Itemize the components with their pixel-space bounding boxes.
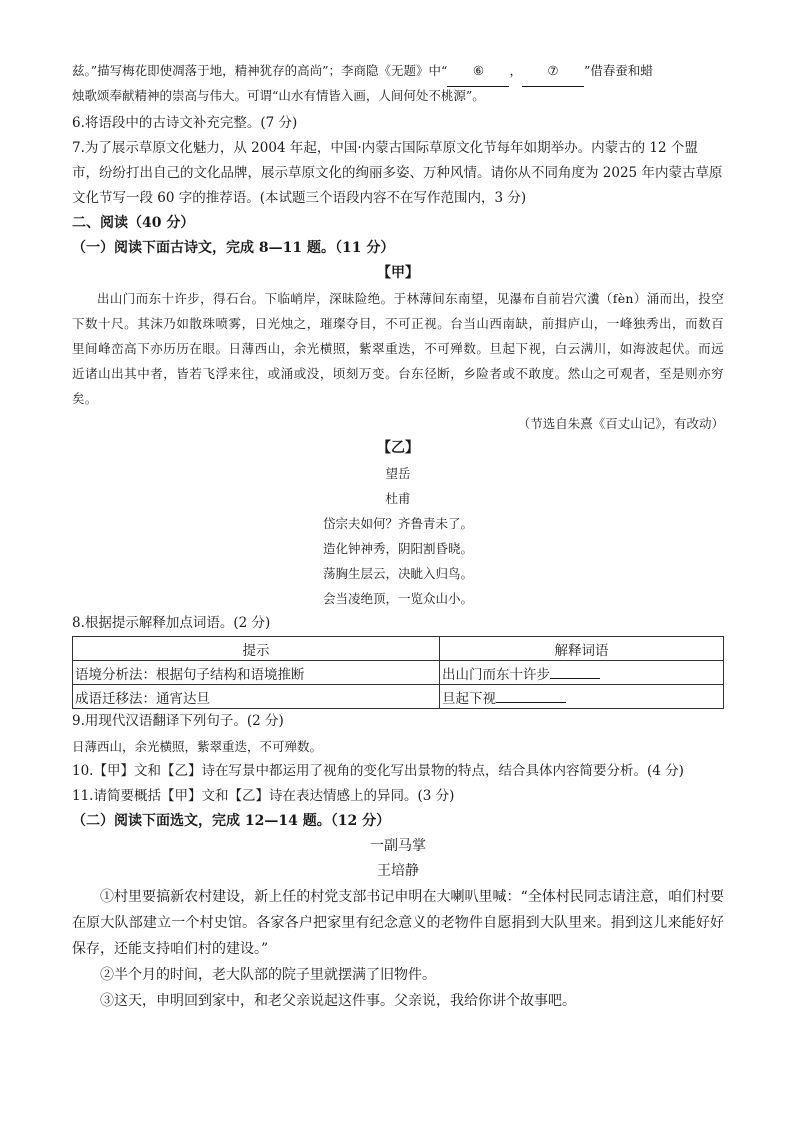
poem-title: 望岳 [385, 466, 411, 481]
story-author: 王培静 [377, 863, 419, 879]
table-header-row [73, 637, 724, 661]
poem-line: 荡胸生层云，决眦入归鸟。 [322, 566, 473, 581]
exam-page [72, 56, 724, 1014]
table-row [73, 661, 724, 685]
table-header: 解释词语 [440, 637, 724, 661]
yi-label: 【乙】 [377, 440, 419, 456]
table-header: 提示 [73, 637, 440, 661]
blank-7[interactable]: ⑦ [522, 56, 584, 87]
question-8: 8.根据提示解释加点词语。(2 分) [72, 615, 271, 631]
jia-text: 出山门而东十许步，得石台。下临峭岸，深昧险绝。于林薄间东南望，见瀑布自前岩穴瀵（fèn）涌而出，投空下数十尺。其沫乃如散珠喷雾，日光烛之，璀璨夺目，不可正视。台当山西南缺，前揖庐山，一峰独秀出，而数百里间峰峦高下亦历历在眼。日薄西山，余光横照，紫翠重迭，不可殚数。旦起下视，白云满川，如海波起伏。而远近诸山出其中者，皆若飞浮来往，或涌或没，顷刻万变。台东径断，乡险者或不敢度。然山之可观者，至是则亦穷矣。 [72, 291, 724, 406]
story-title: 一副马掌 [370, 838, 426, 854]
poem-line: 岱宗夫如何？齐鲁青未了。 [322, 516, 473, 531]
answer-blank[interactable] [496, 688, 566, 703]
table-cell: 出山门而东十许步 [440, 661, 724, 685]
question-7: 7.为了展示草原文化魅力，从 2004 年起，中国·内蒙古国际草原文化节每年如期举办。内蒙古的 12 个盟市，纷纷打出自己的文化品牌，展示草原文化的绚丽多姿、万种风情。请你从不同角度为 2025 年内蒙古草原文化节写一段 60 字的推荐语。(本试题三个语段内容不在写作范围内，3 分) [72, 140, 723, 206]
part1-title: （一）阅读下面古诗文，完成 8—11 题。（11 分） [72, 240, 395, 256]
poem-author: 杜甫 [385, 491, 411, 506]
part2-title: （二）阅读下面选文，完成 12—14 题。（12 分） [72, 813, 391, 829]
story-paragraph-2: ②半个月的时间，老大队部的院子里就摆满了旧物件。 [100, 967, 436, 983]
question-9-sentence: 日薄西山，余光横照，紫翠重迭，不可殚数。 [72, 739, 323, 754]
question-10: 10.【甲】文和【乙】诗在写景中都运用了视角的变化写出景物的特点，结合具体内容简要分析。(4 分) [72, 763, 684, 779]
question-6: 6.将语段中的古诗文补充完整。(7 分) [72, 115, 298, 131]
table-row [73, 685, 724, 709]
blank-6[interactable]: ⑥ [447, 56, 509, 87]
poem-line: 造化钟神秀，阴阳割昏晓。 [322, 541, 473, 556]
jia-label: 【甲】 [377, 265, 419, 281]
table-cell: 语境分析法：根据句子结构和语境推断 [73, 661, 440, 685]
passage-line-2: 烛歌颂奉献精神的崇高与伟大。可谓“山水有情皆入画，人间何处不桃源”。 [72, 88, 485, 103]
question-9: 9.用现代汉语翻译下列句子。(2 分) [72, 713, 284, 729]
poem-line: 会当凌绝顶，一览众山小。 [322, 591, 473, 606]
table-cell: 成语迁移法：通宵达旦 [73, 685, 440, 709]
question-11: 11.请简要概括【甲】文和【乙】诗在表达情感上的异同。(3 分) [72, 788, 455, 804]
table-cell: 旦起下视 [440, 685, 724, 709]
jia-source: （节选自朱熹《百丈山记》，有改动） [517, 416, 724, 431]
section-reading-title: 二、阅读（40 分） [72, 215, 195, 231]
answer-blank[interactable] [550, 664, 600, 679]
hint-table [72, 636, 724, 709]
story-paragraph-3: ③这天，申明回到家中，和老父亲说起这件事。父亲说，我给你讲个故事吧。 [100, 993, 576, 1009]
passage-line-1: 兹。”描写梅花即使凋落于地，精神犹存的高尚”；李商隐《无题》中“ ⑥ ， ⑦ ”借春蚕和蜡 [72, 56, 724, 81]
story-paragraph-1: ①村里要搞新农村建设，新上任的村党支部书记申明在大喇叭里喊：“全体村民同志请注意，咱们村要在原大队部建立一个村史馆。各家各户把家里有纪念意义的老物件自愿捐到大队里来。捐到这儿来能好好保存，还能支持咱们村的建设。” [72, 889, 724, 957]
